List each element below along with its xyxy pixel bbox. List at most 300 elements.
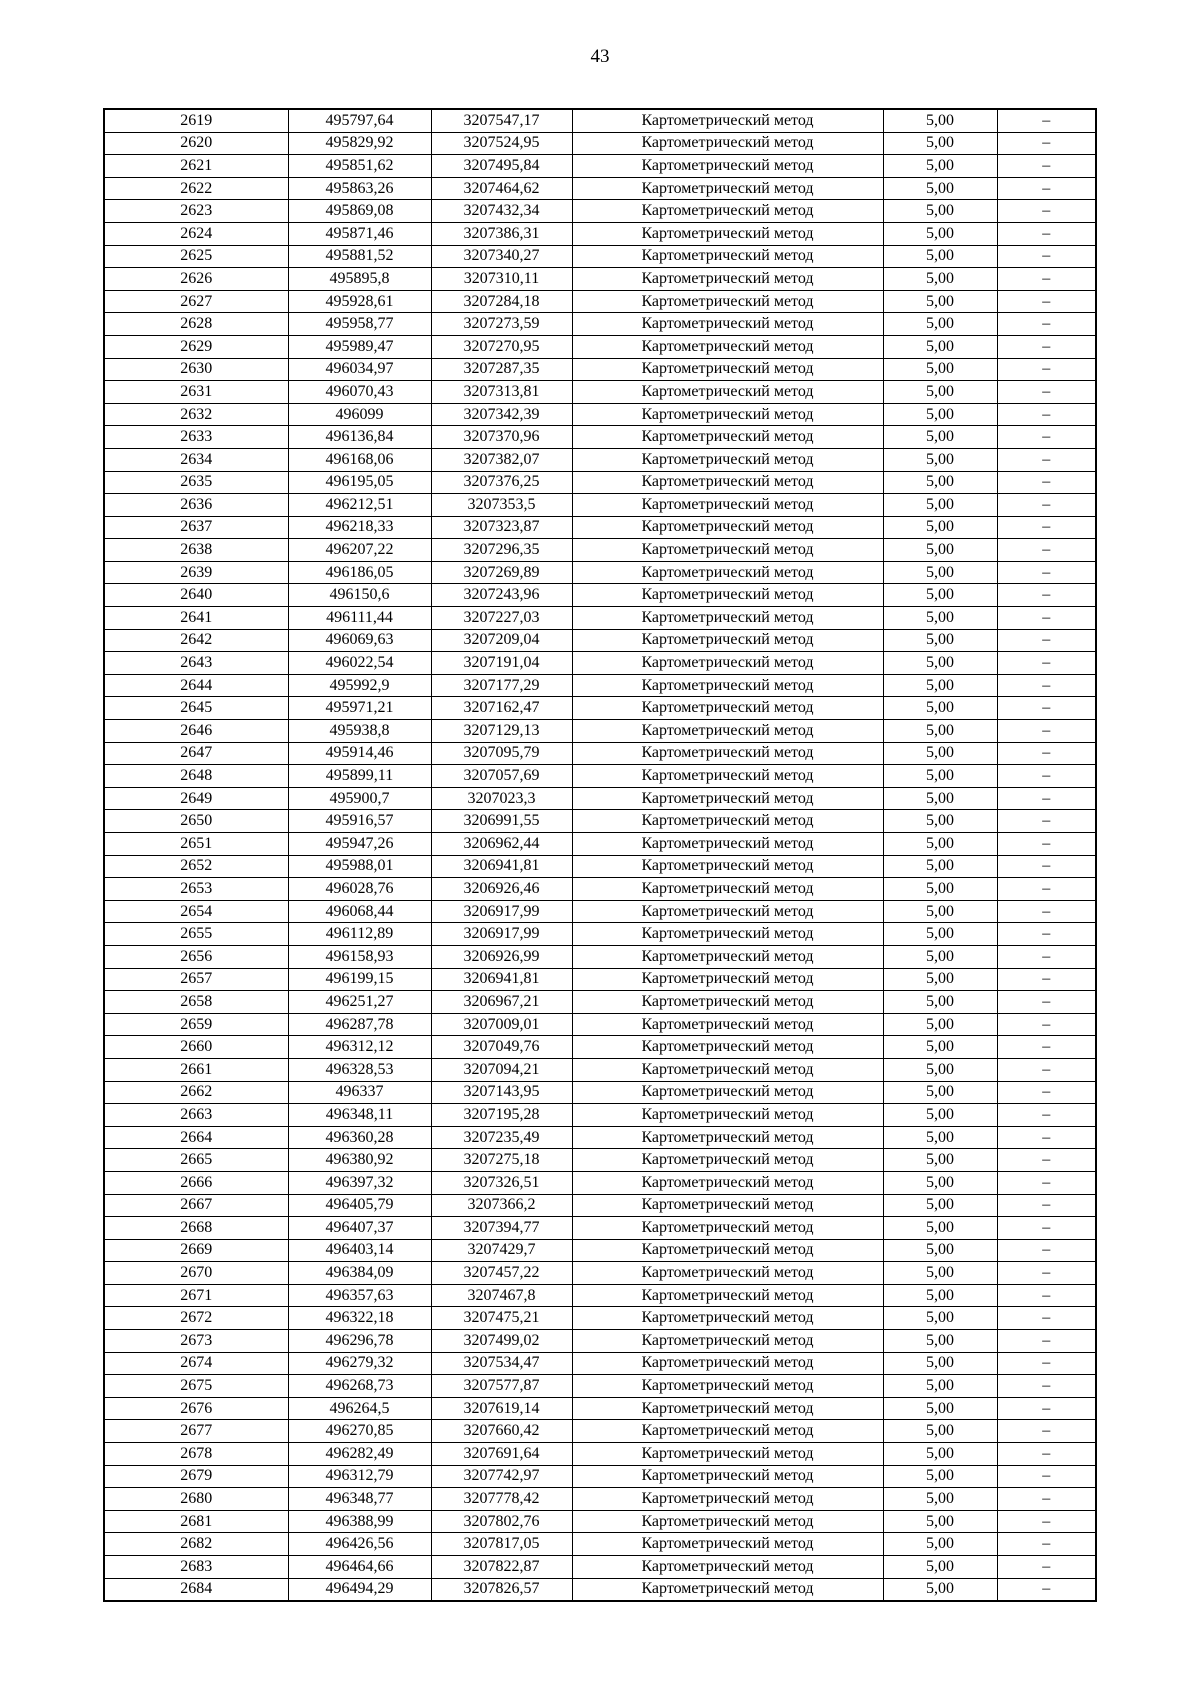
method-cell: Картометрический метод [572,403,883,426]
point-number-cell: 2673 [104,1330,288,1353]
y-coordinate-cell: 3207177,29 [431,674,572,697]
point-number-cell: 2680 [104,1488,288,1511]
description-cell: – [997,1352,1096,1375]
method-cell: Картометрический метод [572,584,883,607]
point-number-cell: 2678 [104,1443,288,1466]
accuracy-cell: 5,00 [883,471,997,494]
description-cell: – [997,1284,1096,1307]
accuracy-cell: 5,00 [883,1149,997,1172]
point-number-cell: 2630 [104,358,288,381]
method-cell: Картометрический метод [572,1171,883,1194]
method-cell: Картометрический метод [572,222,883,245]
table-row [104,1036,1096,1059]
x-coordinate-cell: 496312,79 [288,1465,431,1488]
table-row [104,1262,1096,1285]
accuracy-cell: 5,00 [883,1284,997,1307]
x-coordinate-cell: 496022,54 [288,652,431,675]
accuracy-cell: 5,00 [883,155,997,178]
x-coordinate-cell: 495797,64 [288,109,431,132]
method-cell: Картометрический метод [572,358,883,381]
y-coordinate-cell: 3207243,96 [431,584,572,607]
y-coordinate-cell: 3207495,84 [431,155,572,178]
point-number-cell: 2655 [104,923,288,946]
x-coordinate-cell: 496112,89 [288,923,431,946]
description-cell: – [997,765,1096,788]
accuracy-cell: 5,00 [883,1194,997,1217]
description-cell: – [997,358,1096,381]
accuracy-cell: 5,00 [883,697,997,720]
y-coordinate-cell: 3207457,22 [431,1262,572,1285]
table-row [104,584,1096,607]
description-cell: – [997,177,1096,200]
point-number-cell: 2676 [104,1397,288,1420]
y-coordinate-cell: 3207273,59 [431,313,572,336]
method-cell: Картометрический метод [572,720,883,743]
y-coordinate-cell: 3207619,14 [431,1397,572,1420]
y-coordinate-cell: 3206962,44 [431,833,572,856]
x-coordinate-cell: 495851,62 [288,155,431,178]
y-coordinate-cell: 3207660,42 [431,1420,572,1443]
accuracy-cell: 5,00 [883,1510,997,1533]
accuracy-cell: 5,00 [883,945,997,968]
table-row [104,697,1096,720]
y-coordinate-cell: 3207429,7 [431,1239,572,1262]
point-number-cell: 2626 [104,268,288,291]
x-coordinate-cell: 495871,46 [288,222,431,245]
accuracy-cell: 5,00 [883,674,997,697]
accuracy-cell: 5,00 [883,1239,997,1262]
accuracy-cell: 5,00 [883,607,997,630]
table-row [104,629,1096,652]
x-coordinate-cell: 495863,26 [288,177,431,200]
x-coordinate-cell: 496158,93 [288,945,431,968]
table-row [104,878,1096,901]
point-number-cell: 2665 [104,1149,288,1172]
description-cell: – [997,200,1096,223]
description-cell: – [997,607,1096,630]
description-cell: – [997,629,1096,652]
method-cell: Картометрический метод [572,991,883,1014]
description-cell: – [997,1126,1096,1149]
description-cell: – [997,1510,1096,1533]
accuracy-cell: 5,00 [883,1013,997,1036]
accuracy-cell: 5,00 [883,629,997,652]
accuracy-cell: 5,00 [883,1262,997,1285]
description-cell: – [997,403,1096,426]
x-coordinate-cell: 496287,78 [288,1013,431,1036]
accuracy-cell: 5,00 [883,335,997,358]
y-coordinate-cell: 3207778,42 [431,1488,572,1511]
y-coordinate-cell: 3207227,03 [431,607,572,630]
description-cell: – [997,426,1096,449]
y-coordinate-cell: 3206926,99 [431,945,572,968]
y-coordinate-cell: 3207524,95 [431,132,572,155]
point-number-cell: 2666 [104,1171,288,1194]
description-cell: – [997,1058,1096,1081]
table-row [104,607,1096,630]
method-cell: Картометрический метод [572,855,883,878]
method-cell: Картометрический метод [572,674,883,697]
point-number-cell: 2675 [104,1375,288,1398]
table-row [104,1533,1096,1556]
point-number-cell: 2659 [104,1013,288,1036]
table-row [104,1397,1096,1420]
description-cell: – [997,1556,1096,1579]
method-cell: Картометрический метод [572,177,883,200]
table-row [104,968,1096,991]
y-coordinate-cell: 3207577,87 [431,1375,572,1398]
accuracy-cell: 5,00 [883,923,997,946]
accuracy-cell: 5,00 [883,742,997,765]
description-cell: – [997,833,1096,856]
point-number-cell: 2633 [104,426,288,449]
y-coordinate-cell: 3207366,2 [431,1194,572,1217]
accuracy-cell: 5,00 [883,833,997,856]
y-coordinate-cell: 3207802,76 [431,1510,572,1533]
description-cell: – [997,787,1096,810]
method-cell: Картометрический метод [572,1556,883,1579]
description-cell: – [997,313,1096,336]
point-number-cell: 2660 [104,1036,288,1059]
method-cell: Картометрический метод [572,629,883,652]
accuracy-cell: 5,00 [883,900,997,923]
point-number-cell: 2629 [104,335,288,358]
description-cell: – [997,539,1096,562]
table-row [104,1013,1096,1036]
table-row [104,765,1096,788]
accuracy-cell: 5,00 [883,1058,997,1081]
y-coordinate-cell: 3207499,02 [431,1330,572,1353]
coordinates-table-body [104,109,1096,1601]
y-coordinate-cell: 3207275,18 [431,1149,572,1172]
description-cell: – [997,155,1096,178]
method-cell: Картометрический метод [572,1533,883,1556]
point-number-cell: 2649 [104,787,288,810]
point-number-cell: 2639 [104,561,288,584]
x-coordinate-cell: 496068,44 [288,900,431,923]
table-row [104,720,1096,743]
point-number-cell: 2684 [104,1578,288,1601]
accuracy-cell: 5,00 [883,765,997,788]
table-row [104,1510,1096,1533]
x-coordinate-cell: 496268,73 [288,1375,431,1398]
description-cell: – [997,1533,1096,1556]
description-cell: – [997,1578,1096,1601]
y-coordinate-cell: 3207310,11 [431,268,572,291]
accuracy-cell: 5,00 [883,403,997,426]
y-coordinate-cell: 3207094,21 [431,1058,572,1081]
y-coordinate-cell: 3207296,35 [431,539,572,562]
accuracy-cell: 5,00 [883,1488,997,1511]
description-cell: – [997,742,1096,765]
table-row [104,1149,1096,1172]
x-coordinate-cell: 496034,97 [288,358,431,381]
table-row [104,471,1096,494]
point-number-cell: 2643 [104,652,288,675]
x-coordinate-cell: 496168,06 [288,448,431,471]
y-coordinate-cell: 3207394,77 [431,1217,572,1240]
y-coordinate-cell: 3207209,04 [431,629,572,652]
accuracy-cell: 5,00 [883,584,997,607]
method-cell: Картометрический метод [572,1058,883,1081]
description-cell: – [997,245,1096,268]
method-cell: Картометрический метод [572,539,883,562]
x-coordinate-cell: 496407,37 [288,1217,431,1240]
description-cell: – [997,1104,1096,1127]
point-number-cell: 2652 [104,855,288,878]
description-cell: – [997,1171,1096,1194]
table-row [104,561,1096,584]
description-cell: – [997,697,1096,720]
x-coordinate-cell: 496199,15 [288,968,431,991]
table-row [104,1443,1096,1466]
description-cell: – [997,290,1096,313]
description-cell: – [997,516,1096,539]
method-cell: Картометрический метод [572,787,883,810]
table-row [104,313,1096,336]
description-cell: – [997,1194,1096,1217]
y-coordinate-cell: 3207817,05 [431,1533,572,1556]
y-coordinate-cell: 3207162,47 [431,697,572,720]
description-cell: – [997,878,1096,901]
x-coordinate-cell: 496279,32 [288,1352,431,1375]
point-number-cell: 2638 [104,539,288,562]
x-coordinate-cell: 496251,27 [288,991,431,1014]
method-cell: Картометрический метод [572,1194,883,1217]
accuracy-cell: 5,00 [883,109,997,132]
method-cell: Картометрический метод [572,381,883,404]
point-number-cell: 2656 [104,945,288,968]
point-number-cell: 2658 [104,991,288,1014]
point-number-cell: 2668 [104,1217,288,1240]
y-coordinate-cell: 3207547,17 [431,109,572,132]
method-cell: Картометрический метод [572,878,883,901]
point-number-cell: 2672 [104,1307,288,1330]
point-number-cell: 2663 [104,1104,288,1127]
description-cell: – [997,1239,1096,1262]
description-cell: – [997,900,1096,923]
description-cell: – [997,1443,1096,1466]
x-coordinate-cell: 496357,63 [288,1284,431,1307]
y-coordinate-cell: 3207195,28 [431,1104,572,1127]
method-cell: Картометрический метод [572,335,883,358]
description-cell: – [997,381,1096,404]
accuracy-cell: 5,00 [883,358,997,381]
point-number-cell: 2634 [104,448,288,471]
table-row [104,1058,1096,1081]
x-coordinate-cell: 495971,21 [288,697,431,720]
accuracy-cell: 5,00 [883,539,997,562]
description-cell: – [997,923,1096,946]
point-number-cell: 2636 [104,494,288,517]
y-coordinate-cell: 3207023,3 [431,787,572,810]
x-coordinate-cell: 496111,44 [288,607,431,630]
x-coordinate-cell: 496150,6 [288,584,431,607]
table-row [104,222,1096,245]
y-coordinate-cell: 3206917,99 [431,900,572,923]
method-cell: Картометрический метод [572,1104,883,1127]
accuracy-cell: 5,00 [883,268,997,291]
table-row [104,539,1096,562]
description-cell: – [997,720,1096,743]
point-number-cell: 2647 [104,742,288,765]
method-cell: Картометрический метод [572,155,883,178]
method-cell: Картометрический метод [572,1578,883,1601]
table-row [104,132,1096,155]
y-coordinate-cell: 3206926,46 [431,878,572,901]
method-cell: Картометрический метод [572,833,883,856]
point-number-cell: 2624 [104,222,288,245]
method-cell: Картометрический метод [572,1262,883,1285]
method-cell: Картометрический метод [572,1036,883,1059]
table-row [104,290,1096,313]
y-coordinate-cell: 3207382,07 [431,448,572,471]
description-cell: – [997,1330,1096,1353]
table-row [104,335,1096,358]
description-cell: – [997,1217,1096,1240]
point-number-cell: 2644 [104,674,288,697]
accuracy-cell: 5,00 [883,1397,997,1420]
description-cell: – [997,1036,1096,1059]
method-cell: Картометрический метод [572,1217,883,1240]
y-coordinate-cell: 3207826,57 [431,1578,572,1601]
x-coordinate-cell: 495958,77 [288,313,431,336]
accuracy-cell: 5,00 [883,878,997,901]
accuracy-cell: 5,00 [883,787,997,810]
y-coordinate-cell: 3206917,99 [431,923,572,946]
description-cell: – [997,1013,1096,1036]
method-cell: Картометрический метод [572,1239,883,1262]
x-coordinate-cell: 496494,29 [288,1578,431,1601]
accuracy-cell: 5,00 [883,1081,997,1104]
y-coordinate-cell: 3207342,39 [431,403,572,426]
table-row [104,1217,1096,1240]
accuracy-cell: 5,00 [883,1556,997,1579]
table-row [104,900,1096,923]
table-row [104,1330,1096,1353]
accuracy-cell: 5,00 [883,1375,997,1398]
table-row [104,1171,1096,1194]
description-cell: – [997,471,1096,494]
y-coordinate-cell: 3207467,8 [431,1284,572,1307]
x-coordinate-cell: 495938,8 [288,720,431,743]
x-coordinate-cell: 496099 [288,403,431,426]
method-cell: Картометрический метод [572,471,883,494]
method-cell: Картометрический метод [572,945,883,968]
accuracy-cell: 5,00 [883,810,997,833]
accuracy-cell: 5,00 [883,381,997,404]
x-coordinate-cell: 496328,53 [288,1058,431,1081]
x-coordinate-cell: 496070,43 [288,381,431,404]
x-coordinate-cell: 495992,9 [288,674,431,697]
point-number-cell: 2635 [104,471,288,494]
accuracy-cell: 5,00 [883,1330,997,1353]
table-row [104,1239,1096,1262]
method-cell: Картометрический метод [572,923,883,946]
point-number-cell: 2671 [104,1284,288,1307]
y-coordinate-cell: 3207095,79 [431,742,572,765]
description-cell: – [997,1488,1096,1511]
point-number-cell: 2632 [104,403,288,426]
description-cell: – [997,222,1096,245]
y-coordinate-cell: 3206991,55 [431,810,572,833]
y-coordinate-cell: 3206967,21 [431,991,572,1014]
table-row [104,155,1096,178]
accuracy-cell: 5,00 [883,561,997,584]
method-cell: Картометрический метод [572,1013,883,1036]
page-number: 43 [590,46,610,67]
x-coordinate-cell: 495899,11 [288,765,431,788]
table-row [104,381,1096,404]
accuracy-cell: 5,00 [883,290,997,313]
description-cell: – [997,1420,1096,1443]
method-cell: Картометрический метод [572,561,883,584]
accuracy-cell: 5,00 [883,448,997,471]
y-coordinate-cell: 3207370,96 [431,426,572,449]
table-row [104,1488,1096,1511]
x-coordinate-cell: 496136,84 [288,426,431,449]
point-number-cell: 2619 [104,109,288,132]
table-row [104,1126,1096,1149]
description-cell: – [997,448,1096,471]
accuracy-cell: 5,00 [883,1126,997,1149]
method-cell: Картометрический метод [572,313,883,336]
point-number-cell: 2620 [104,132,288,155]
accuracy-cell: 5,00 [883,1465,997,1488]
x-coordinate-cell: 496380,92 [288,1149,431,1172]
table-row [104,1465,1096,1488]
accuracy-cell: 5,00 [883,991,997,1014]
point-number-cell: 2631 [104,381,288,404]
x-coordinate-cell: 495928,61 [288,290,431,313]
method-cell: Картометрический метод [572,1420,883,1443]
x-coordinate-cell: 496264,5 [288,1397,431,1420]
x-coordinate-cell: 495916,57 [288,810,431,833]
table-row [104,1307,1096,1330]
description-cell: – [997,1465,1096,1488]
description-cell: – [997,1307,1096,1330]
method-cell: Картометрический метод [572,742,883,765]
y-coordinate-cell: 3207057,69 [431,765,572,788]
point-number-cell: 2653 [104,878,288,901]
method-cell: Картометрический метод [572,132,883,155]
table-row [104,1194,1096,1217]
y-coordinate-cell: 3207691,64 [431,1443,572,1466]
x-coordinate-cell: 496403,14 [288,1239,431,1262]
method-cell: Картометрический метод [572,494,883,517]
x-coordinate-cell: 495914,46 [288,742,431,765]
y-coordinate-cell: 3207313,81 [431,381,572,404]
point-number-cell: 2682 [104,1533,288,1556]
accuracy-cell: 5,00 [883,313,997,336]
accuracy-cell: 5,00 [883,1104,997,1127]
point-number-cell: 2670 [104,1262,288,1285]
description-cell: – [997,561,1096,584]
point-number-cell: 2661 [104,1058,288,1081]
y-coordinate-cell: 3207432,34 [431,200,572,223]
point-number-cell: 2681 [104,1510,288,1533]
y-coordinate-cell: 3207326,51 [431,1171,572,1194]
description-cell: – [997,132,1096,155]
accuracy-cell: 5,00 [883,1171,997,1194]
x-coordinate-cell: 496186,05 [288,561,431,584]
method-cell: Картометрический метод [572,765,883,788]
accuracy-cell: 5,00 [883,855,997,878]
method-cell: Картометрический метод [572,968,883,991]
x-coordinate-cell: 496212,51 [288,494,431,517]
point-number-cell: 2683 [104,1556,288,1579]
y-coordinate-cell: 3207191,04 [431,652,572,675]
